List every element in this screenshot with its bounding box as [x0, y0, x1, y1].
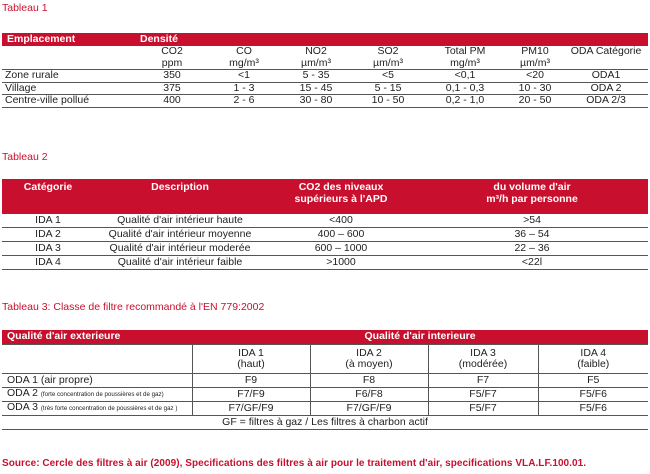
- t3-h-exterieure: Qualité d'air exterieure: [2, 330, 192, 345]
- t1-r1-c1: 375: [136, 82, 208, 95]
- t1-r0-c3: 5 - 35: [280, 70, 352, 83]
- t1-unit-co2: ppm: [136, 58, 208, 70]
- t2-r3-cat: IDA 4: [2, 256, 94, 270]
- t2-r2-desc: Qualité d'air intérieur moderée: [94, 242, 266, 256]
- t3-ida1-name: IDA 1: [238, 346, 264, 359]
- t2-r0-vol: >54: [416, 214, 648, 228]
- source-note: Source: Cercle des filtres à air (2009), Specifications des filtres à air pour le traitement d'air, specifications VLA.LF.100.01.: [2, 458, 587, 469]
- t3-r2-c3: F5/F7: [428, 402, 538, 416]
- t1-r1-c3: 15 - 45: [280, 82, 352, 95]
- table1-colname-row: [2, 46, 648, 58]
- t3-r0-c2: F8: [310, 374, 428, 388]
- table-row: [2, 214, 648, 228]
- table1-h-emplacement: Emplacement: [2, 33, 136, 46]
- t3-r2-label-text: ODA 3: [7, 401, 38, 414]
- t1-r0-label: Zone rurale: [2, 70, 136, 83]
- table2-caption: Tableau 2: [2, 151, 48, 163]
- t1-r2-c6: 20 - 50: [506, 95, 564, 108]
- t3-r0-c1: F9: [192, 374, 310, 388]
- t3-r1-c4: F5/F6: [538, 388, 648, 402]
- t2-r3-co2: >1000: [266, 256, 416, 270]
- t3-h-interieure: Qualité d'air interieure: [192, 330, 648, 345]
- t3-r1-c1: F7/F9: [192, 388, 310, 402]
- table1: [2, 33, 648, 108]
- t3-ida3-sub: (modérée): [458, 358, 508, 370]
- t1-r0-c1: 350: [136, 70, 208, 83]
- t2-r1-co2: 400 – 600: [266, 228, 416, 242]
- t3-r1-note: (forte concentration de poussières et de gaz): [40, 391, 164, 399]
- t3-ida4-sub: (faible): [577, 358, 610, 370]
- t1-col-no2: NO2: [305, 46, 327, 57]
- table3-ida-row: [2, 345, 648, 374]
- t2-h-co2: [266, 179, 416, 214]
- table-row: [2, 242, 648, 256]
- t1-col-pm10: PM10: [521, 46, 549, 57]
- table-row: [2, 374, 648, 388]
- t1-col-so2: SO2: [377, 46, 399, 57]
- t1-r2-c3: 30 - 80: [280, 95, 352, 108]
- t1-col-oda: ODA Catégorie: [570, 46, 642, 57]
- t1-unit-oda: [564, 58, 648, 70]
- t2-h-volume-line1: du volume d'air: [493, 181, 571, 193]
- t1-r1-c4: 5 - 15: [352, 82, 424, 95]
- t2-r2-cat: IDA 3: [2, 242, 94, 256]
- t1-r0-c4: <5: [352, 70, 424, 83]
- t1-unit-pm10: µm/m³: [506, 58, 564, 70]
- t2-r1-cat: IDA 2: [2, 228, 94, 242]
- table-row: [2, 82, 648, 95]
- t3-r1-c3: F5/F7: [428, 388, 538, 402]
- table-row: [2, 402, 648, 416]
- t3-ida3: [428, 345, 538, 374]
- t3-footnote: GF = filtres à gaz / Les filtres à charbon actif: [2, 416, 648, 430]
- t2-h-categorie: Catégorie: [2, 179, 94, 214]
- t1-r2-c4: 10 - 50: [352, 95, 424, 108]
- t3-r2-c2: F7/GF/F9: [310, 402, 428, 416]
- t1-col-totalpm: Total PM: [444, 46, 486, 57]
- t3-ida4-name: IDA 4: [580, 346, 607, 359]
- t2-r3-vol: <22l: [416, 256, 648, 270]
- t1-r0-c5: <0,1: [424, 70, 506, 83]
- table1-h-densite: Densité: [136, 33, 648, 46]
- t3-r2-note: (très forte concentration de poussières et de gaz ): [40, 405, 178, 413]
- t2-r2-co2: 600 – 1000: [266, 242, 416, 256]
- t1-unit-co: mg/m³: [208, 58, 280, 70]
- t1-r0-c2: <1: [208, 70, 280, 83]
- table1-unit-row: [2, 58, 648, 70]
- t2-r0-desc: Qualité d'air intérieur haute: [94, 214, 266, 228]
- table3: [2, 330, 648, 430]
- t3-r2-c4: F5/F6: [538, 402, 648, 416]
- t1-r0-c7: ODA1: [564, 70, 648, 83]
- t1-r2-c2: 2 - 6: [208, 95, 280, 108]
- t2-h-volume-line2: m³/h par personne: [486, 192, 578, 205]
- t3-r2-label: [2, 402, 192, 416]
- t2-r3-desc: Qualité d'air intérieur faible: [94, 256, 266, 270]
- t3-ida2-name: IDA 2: [356, 346, 382, 359]
- table1-caption: Tableau 1: [2, 2, 48, 14]
- t2-r2-vol: 22 – 36: [416, 242, 648, 256]
- t3-ida4: [538, 345, 648, 374]
- t2-h-co2-line2: supérieurs à l'APD: [294, 192, 388, 205]
- t1-r2-c5: 0,2 - 1,0: [424, 95, 506, 108]
- t3-r2-c1: F7/GF/F9: [192, 402, 310, 416]
- t1-r1-c2: 1 - 3: [208, 82, 280, 95]
- t3-r1-c2: F6/F8: [310, 388, 428, 402]
- t2-h-co2-line1: CO2 des niveaux: [298, 181, 384, 193]
- t1-col-co: CO: [236, 46, 252, 57]
- t3-r1-label-text: ODA 2: [7, 387, 38, 400]
- t1-unit-totalpm: mg/m³: [424, 58, 506, 70]
- table-row: [2, 95, 648, 108]
- t3-ida1: [192, 345, 310, 374]
- table2-header-row: [2, 179, 648, 214]
- t1-unit-no2: µm/m³: [280, 58, 352, 70]
- t3-ida2-sub: (à moyen): [345, 358, 393, 370]
- t2-r1-vol: 36 – 54: [416, 228, 648, 242]
- table-row: [2, 228, 648, 242]
- t3-r0-label-text: ODA 1 (air propre): [7, 373, 93, 386]
- table3-footnote-row: [2, 416, 648, 430]
- t2-r0-co2: <400: [266, 214, 416, 228]
- t1-r1-label: Village: [2, 82, 136, 95]
- t2-h-volume: [416, 179, 648, 214]
- t1-col-co2: CO2: [161, 46, 183, 57]
- t3-r0-c3: F7: [428, 374, 538, 388]
- t1-r1-c5: 0,1 - 0,3: [424, 82, 506, 95]
- t1-r2-c7: ODA 2/3: [564, 95, 648, 108]
- table-row: [2, 70, 648, 83]
- t3-r0-c4: F5: [538, 374, 648, 388]
- table-row: [2, 256, 648, 270]
- t1-unit-so2: µm/m³: [352, 58, 424, 70]
- t1-r1-c6: 10 - 30: [506, 82, 564, 95]
- t1-r2-c1: 400: [136, 95, 208, 108]
- table3-header-row: [2, 330, 648, 345]
- table-row: [2, 388, 648, 402]
- t2-h-description: Description: [94, 179, 266, 214]
- t1-r0-c6: <20: [506, 70, 564, 83]
- t1-r2-label: Centre-ville pollué: [2, 95, 136, 108]
- table3-caption: Tableau 3: Classe de filtre recommandé à l'EN 779:2002: [2, 301, 265, 313]
- t2-r1-desc: Qualité d'air intérieur moyenne: [94, 228, 266, 242]
- table1-header-row: [2, 33, 648, 46]
- t3-ida3-name: IDA 3: [470, 346, 496, 359]
- t3-r1-label: [2, 388, 192, 402]
- t2-r0-cat: IDA 1: [2, 214, 94, 228]
- t3-ida2: [310, 345, 428, 374]
- t3-r0-label: [2, 374, 192, 388]
- t1-r1-c7: ODA 2: [564, 82, 648, 95]
- table2: [2, 179, 648, 270]
- t3-ida1-sub: (haut): [237, 358, 265, 370]
